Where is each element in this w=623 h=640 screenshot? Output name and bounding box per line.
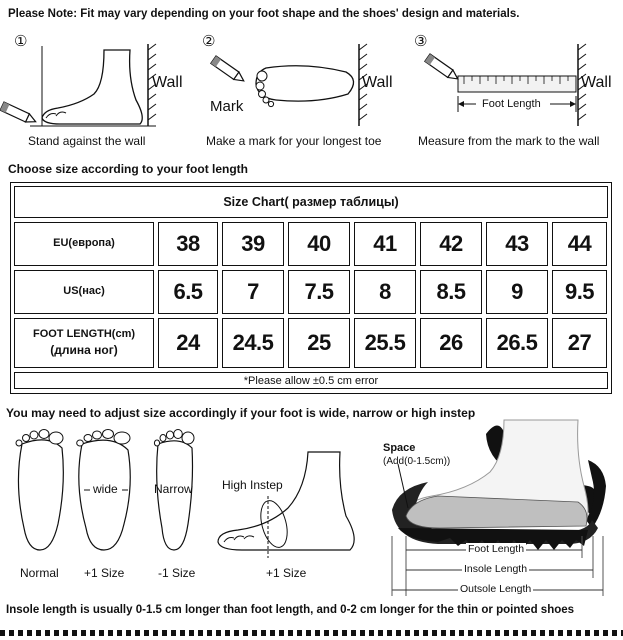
insole-note: Insole length is usually 0-1.5 cm longer than foot length, and 0-2 cm longer for the thin or pointed shoes <box>6 604 575 616</box>
step-3-caption: Measure from the mark to the wall <box>418 134 600 148</box>
high-instep-label: High Instep <box>222 478 283 492</box>
fit-note: Please Note: Fit may vary depending on your foot shape and the shoes' design and materials. <box>8 8 520 20</box>
eu-cell: 44 <box>552 222 607 266</box>
eu-cell: 38 <box>158 222 218 266</box>
eu-cell: 39 <box>222 222 284 266</box>
insole-length-dim-label: Insole Length <box>464 563 528 575</box>
wide-label: wide <box>93 482 118 496</box>
eu-cell: 41 <box>354 222 416 266</box>
step-3-number: ③ <box>414 33 428 50</box>
foot-length-cell: 25 <box>288 318 350 368</box>
dashed-divider <box>0 630 623 636</box>
foot-length-cell: 26 <box>420 318 482 368</box>
eu-cell: 42 <box>420 222 482 266</box>
foot-length-cell: 26.5 <box>486 318 548 368</box>
row-label-us: US(нас) <box>14 270 154 314</box>
foot-length-label: FOOT LENGTH(cm) <box>32 327 136 340</box>
size-chart-table <box>10 182 612 394</box>
us-cell: 8.5 <box>420 270 482 314</box>
foot-length-cell: 24.5 <box>222 318 284 368</box>
foot-length-cell: 24 <box>158 318 218 368</box>
choose-size-heading: Choose size according to your foot length <box>8 162 249 176</box>
space-add-label: (Add(0-1.5cm)) <box>383 456 451 467</box>
step-3-ruler-label: Foot Length <box>482 98 541 110</box>
step-2-mark-label: Mark <box>210 98 244 115</box>
space-label: Space <box>383 442 416 454</box>
instep-size-label: +1 Size <box>266 566 307 580</box>
eu-cell: 40 <box>288 222 350 266</box>
step-3 <box>410 28 623 158</box>
foot-length-label-ru: (длина ног) <box>50 343 118 358</box>
outsole-length-dim-label: Outsole Length <box>460 583 532 595</box>
high-instep-foot-icon <box>212 446 372 566</box>
narrow-size-label: -1 Size <box>158 566 196 580</box>
step-1-wall-label: Wall <box>152 74 183 91</box>
size-chart-footnote: *Please allow ±0.5 cm error <box>14 372 608 389</box>
eu-cell: 43 <box>486 222 548 266</box>
step-2-wall-label: Wall <box>362 74 393 91</box>
foot-length-cell: 27 <box>552 318 607 368</box>
us-cell: 9.5 <box>552 270 607 314</box>
adjust-size-heading: You may need to adjust size accordingly if your foot is wide, narrow or high instep <box>6 406 476 420</box>
step-3-wall-label: Wall <box>581 74 612 91</box>
us-cell: 8 <box>354 270 416 314</box>
us-cell: 7.5 <box>288 270 350 314</box>
us-cell: 6.5 <box>158 270 218 314</box>
step-2-number: ② <box>202 33 216 50</box>
step-2-caption: Make a mark for your longest toe <box>206 134 382 148</box>
normal-foot-icon <box>16 430 63 551</box>
row-label-foot-length <box>14 318 154 368</box>
step-2 <box>196 28 406 158</box>
size-chart-title: Size Chart( размер таблицы) <box>14 186 608 218</box>
step-1-number: ① <box>14 33 28 50</box>
narrow-label: Narrow <box>154 482 193 496</box>
us-cell: 9 <box>486 270 548 314</box>
row-label-eu: EU(европа) <box>14 222 154 266</box>
normal-label: Normal <box>20 566 59 580</box>
step-1-caption: Stand against the wall <box>28 134 146 148</box>
foot-length-dim-label: Foot Length <box>468 543 525 555</box>
us-cell: 7 <box>222 270 284 314</box>
step-1 <box>0 28 200 158</box>
wide-size-label: +1 Size <box>84 566 125 580</box>
foot-length-cell: 25.5 <box>354 318 416 368</box>
